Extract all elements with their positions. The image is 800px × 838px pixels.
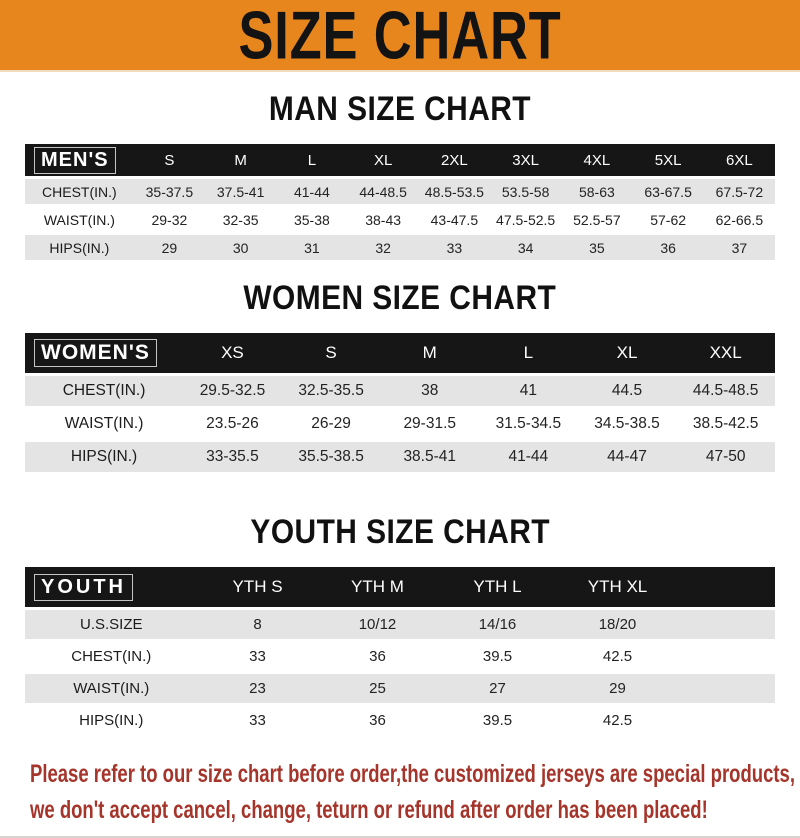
- section-heading: [0, 513, 800, 552]
- size-cell: 29-31.5: [380, 409, 479, 439]
- size-cell: 32.5-35.5: [282, 376, 381, 406]
- row-label: HIPS(IN.): [25, 442, 183, 472]
- table-row: [25, 442, 775, 472]
- size-chart-sections: [0, 90, 800, 738]
- table-row: [25, 610, 775, 639]
- footer-line-2-text: we don't accept cancel, change, teturn or refund after order has been placed!: [30, 796, 708, 824]
- size-cell: 8: [198, 610, 318, 639]
- size-cell: 23: [198, 674, 318, 703]
- column-header: L: [276, 144, 347, 176]
- size-section: [0, 90, 800, 263]
- column-header: L: [479, 333, 578, 373]
- section-heading-text: YOUTH SIZE CHART: [250, 513, 550, 551]
- size-cell: 29.5-32.5: [183, 376, 282, 406]
- size-cell-filler: [678, 674, 776, 703]
- column-header: YTH L: [438, 567, 558, 607]
- size-cell: 38: [380, 376, 479, 406]
- table-corner-label: [25, 567, 198, 607]
- size-cell: 26-29: [282, 409, 381, 439]
- size-cell: 38.5-42.5: [676, 409, 775, 439]
- size-cell: 33: [198, 706, 318, 735]
- footer-line-2: [30, 794, 800, 830]
- row-label: HIPS(IN.): [25, 706, 198, 735]
- column-header: YTH S: [198, 567, 318, 607]
- footer-line-1-text: Please refer to our size chart before order,the customized jerseys are special products,: [30, 760, 795, 788]
- size-cell: 32-35: [205, 207, 276, 232]
- table-row: [25, 674, 775, 703]
- size-cell: 34.5-38.5: [578, 409, 677, 439]
- column-header: 2XL: [419, 144, 490, 176]
- size-cell: 44.5-48.5: [676, 376, 775, 406]
- size-cell: 41-44: [479, 442, 578, 472]
- table-row: [25, 235, 775, 260]
- size-cell: 35-38: [276, 207, 347, 232]
- size-cell-filler: [678, 642, 776, 671]
- size-cell: 43-47.5: [419, 207, 490, 232]
- footer-line-1: [30, 758, 800, 794]
- size-cell: 27: [438, 674, 558, 703]
- size-section: [0, 279, 800, 475]
- size-cell: 47-50: [676, 442, 775, 472]
- size-cell: 53.5-58: [490, 179, 561, 204]
- size-cell-filler: [678, 610, 776, 639]
- row-label: U.S.SIZE: [25, 610, 198, 639]
- section-heading-text: WOMEN SIZE CHART: [243, 279, 557, 317]
- table-corner-label: [25, 144, 134, 176]
- table-header-row: [25, 333, 775, 373]
- row-label: CHEST(IN.): [25, 179, 134, 204]
- column-header: XL: [348, 144, 419, 176]
- section-heading: [0, 279, 800, 318]
- size-cell: 34: [490, 235, 561, 260]
- column-header: 5XL: [633, 144, 704, 176]
- size-cell-filler: [678, 706, 776, 735]
- size-cell: 31: [276, 235, 347, 260]
- size-cell: 33: [198, 642, 318, 671]
- size-cell: 35-37.5: [134, 179, 205, 204]
- size-cell: 44-48.5: [348, 179, 419, 204]
- size-cell: 37.5-41: [205, 179, 276, 204]
- size-table: [25, 141, 775, 263]
- section-heading: [0, 90, 800, 129]
- size-cell: 57-62: [633, 207, 704, 232]
- column-header: XS: [183, 333, 282, 373]
- table-corner-label-text: MEN'S: [35, 148, 115, 173]
- size-cell: 39.5: [438, 642, 558, 671]
- footer-note: [0, 758, 800, 830]
- column-header: M: [205, 144, 276, 176]
- table-row: [25, 179, 775, 204]
- row-label: CHEST(IN.): [25, 376, 183, 406]
- table-row: [25, 207, 775, 232]
- size-cell: 14/16: [438, 610, 558, 639]
- size-cell: 33: [419, 235, 490, 260]
- size-cell: 38-43: [348, 207, 419, 232]
- column-header: S: [282, 333, 381, 373]
- size-cell: 10/12: [318, 610, 438, 639]
- size-cell: 29: [558, 674, 678, 703]
- size-cell: 44.5: [578, 376, 677, 406]
- table-corner-label-text: WOMEN'S: [35, 340, 156, 366]
- table-row: [25, 706, 775, 735]
- size-cell: 33-35.5: [183, 442, 282, 472]
- size-cell: 39.5: [438, 706, 558, 735]
- size-cell: 36: [318, 706, 438, 735]
- size-cell: 32: [348, 235, 419, 260]
- size-cell: 48.5-53.5: [419, 179, 490, 204]
- size-cell: 42.5: [558, 706, 678, 735]
- section-heading-text: MAN SIZE CHART: [268, 90, 532, 128]
- row-label: HIPS(IN.): [25, 235, 134, 260]
- size-cell: 35: [561, 235, 632, 260]
- column-header: M: [380, 333, 479, 373]
- size-cell: 37: [704, 235, 775, 260]
- size-table: [25, 330, 775, 475]
- table-corner-label: [25, 333, 183, 373]
- size-cell: 18/20: [558, 610, 678, 639]
- size-cell: 35.5-38.5: [282, 442, 381, 472]
- size-cell: 29: [134, 235, 205, 260]
- table-corner-label-text: YOUTH: [35, 575, 132, 600]
- size-cell: 44-47: [578, 442, 677, 472]
- size-cell: 41-44: [276, 179, 347, 204]
- size-cell: 31.5-34.5: [479, 409, 578, 439]
- column-header: 3XL: [490, 144, 561, 176]
- row-label: WAIST(IN.): [25, 409, 183, 439]
- size-cell: 67.5-72: [704, 179, 775, 204]
- size-cell: 23.5-26: [183, 409, 282, 439]
- size-cell: 63-67.5: [633, 179, 704, 204]
- table-row: [25, 376, 775, 406]
- size-cell: 52.5-57: [561, 207, 632, 232]
- column-header: YTH XL: [558, 567, 678, 607]
- banner-title: SIZE CHART: [238, 0, 562, 74]
- size-cell: 29-32: [134, 207, 205, 232]
- column-header: XL: [578, 333, 677, 373]
- size-chart-banner: [0, 0, 800, 72]
- column-header: 6XL: [704, 144, 775, 176]
- size-cell: 47.5-52.5: [490, 207, 561, 232]
- table-header-row: [25, 144, 775, 176]
- size-cell: 30: [205, 235, 276, 260]
- size-cell: 41: [479, 376, 578, 406]
- size-cell: 36: [318, 642, 438, 671]
- row-label: WAIST(IN.): [25, 207, 134, 232]
- size-cell: 36: [633, 235, 704, 260]
- size-table: [25, 564, 775, 738]
- column-header-filler: [678, 567, 776, 607]
- size-cell: 62-66.5: [704, 207, 775, 232]
- size-cell: 25: [318, 674, 438, 703]
- column-header: S: [134, 144, 205, 176]
- table-row: [25, 642, 775, 671]
- column-header: YTH M: [318, 567, 438, 607]
- table-row: [25, 409, 775, 439]
- row-label: WAIST(IN.): [25, 674, 198, 703]
- size-cell: 42.5: [558, 642, 678, 671]
- row-label: CHEST(IN.): [25, 642, 198, 671]
- size-section: [0, 513, 800, 738]
- column-header: 4XL: [561, 144, 632, 176]
- size-cell: 38.5-41: [380, 442, 479, 472]
- table-header-row: [25, 567, 775, 607]
- size-cell: 58-63: [561, 179, 632, 204]
- column-header: XXL: [676, 333, 775, 373]
